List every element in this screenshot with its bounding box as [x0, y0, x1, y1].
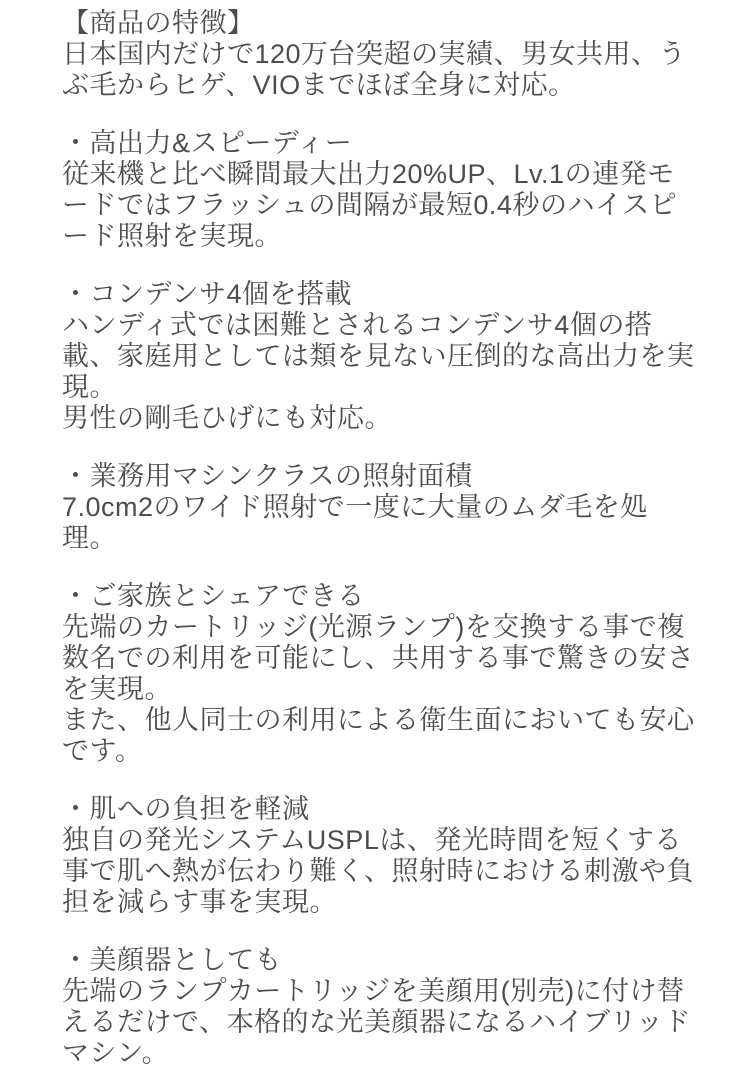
- section-heading-line: ・肌への負担を軽減: [62, 794, 310, 824]
- text-line: マシン。: [62, 1038, 170, 1068]
- text-line: 担を減らす事を実現。: [62, 887, 337, 917]
- text-line: 男性の剛毛ひげにも対応。: [62, 403, 392, 433]
- feature-sections: [62, 8, 706, 1069]
- text-line: ードではフラッシュの間隔が最短0.4秒のハイスピ: [62, 190, 678, 220]
- text-line: ード照射を実現。: [62, 221, 282, 251]
- text-line: ぶ毛からヒゲ、VIOまでほぼ全身に対応。: [62, 70, 576, 100]
- text-line: 先端のランプカートリッジを美顔用(別売)に付け替: [62, 976, 685, 1006]
- text-line: 理。: [62, 523, 117, 553]
- text-line: を実現。: [62, 674, 172, 704]
- section-skin-friendly: [62, 794, 706, 918]
- text-line: 事で肌へ熱が伝わり難く、照射時における刺激や負: [62, 856, 694, 886]
- section-heading-line: 【商品の特徴】: [62, 8, 255, 38]
- text-line: 従来機と比べ瞬間最大出力20%UP、Lv.1の連発モ: [62, 159, 675, 189]
- section-heading-line: ・高出力&スピーディー: [62, 128, 353, 158]
- section-facial-care-device: [62, 945, 706, 1069]
- section-high-output-speedy: [62, 128, 706, 252]
- section-heading-line: ・ご家族とシェアできる: [62, 581, 365, 611]
- text-line: 先端のカートリッジ(光源ランプ)を交換する事で複: [62, 612, 685, 642]
- section-intro: [62, 8, 706, 101]
- section-heading-line: ・業務用マシンクラスの照射面積: [62, 461, 473, 491]
- text-line: えるだけで、本格的な光美顔器になるハイブリッド: [62, 1007, 691, 1037]
- text-line: 独自の発光システムUSPLは、発光時間を短くする: [62, 825, 682, 855]
- text-line: 現。: [62, 372, 117, 402]
- text-line: 数名での利用を可能にし、共用する事で驚きの安さ: [62, 643, 695, 673]
- text-line: ハンディ式では困難とされるコンデンサ4個の搭: [62, 310, 653, 340]
- text-line: です。: [62, 736, 143, 766]
- text-line: 載、家庭用としては類を見ない圧倒的な高出力を実: [62, 341, 695, 371]
- section-heading-line: ・コンデンサ4個を搭載: [62, 279, 352, 309]
- section-four-capacitors: [62, 279, 706, 434]
- section-irradiation-area: [62, 461, 706, 554]
- section-heading-line: ・美顔器としても: [62, 945, 282, 975]
- text-line: 日本国内だけで120万台突超の実績、男女共用、う: [62, 39, 687, 69]
- text-line: また、他人同士の利用による衛生面においても安心: [62, 705, 695, 735]
- section-family-share: [62, 581, 706, 767]
- text-line: 7.0cm2のワイド照射で一度に大量のムダ毛を処: [62, 492, 648, 522]
